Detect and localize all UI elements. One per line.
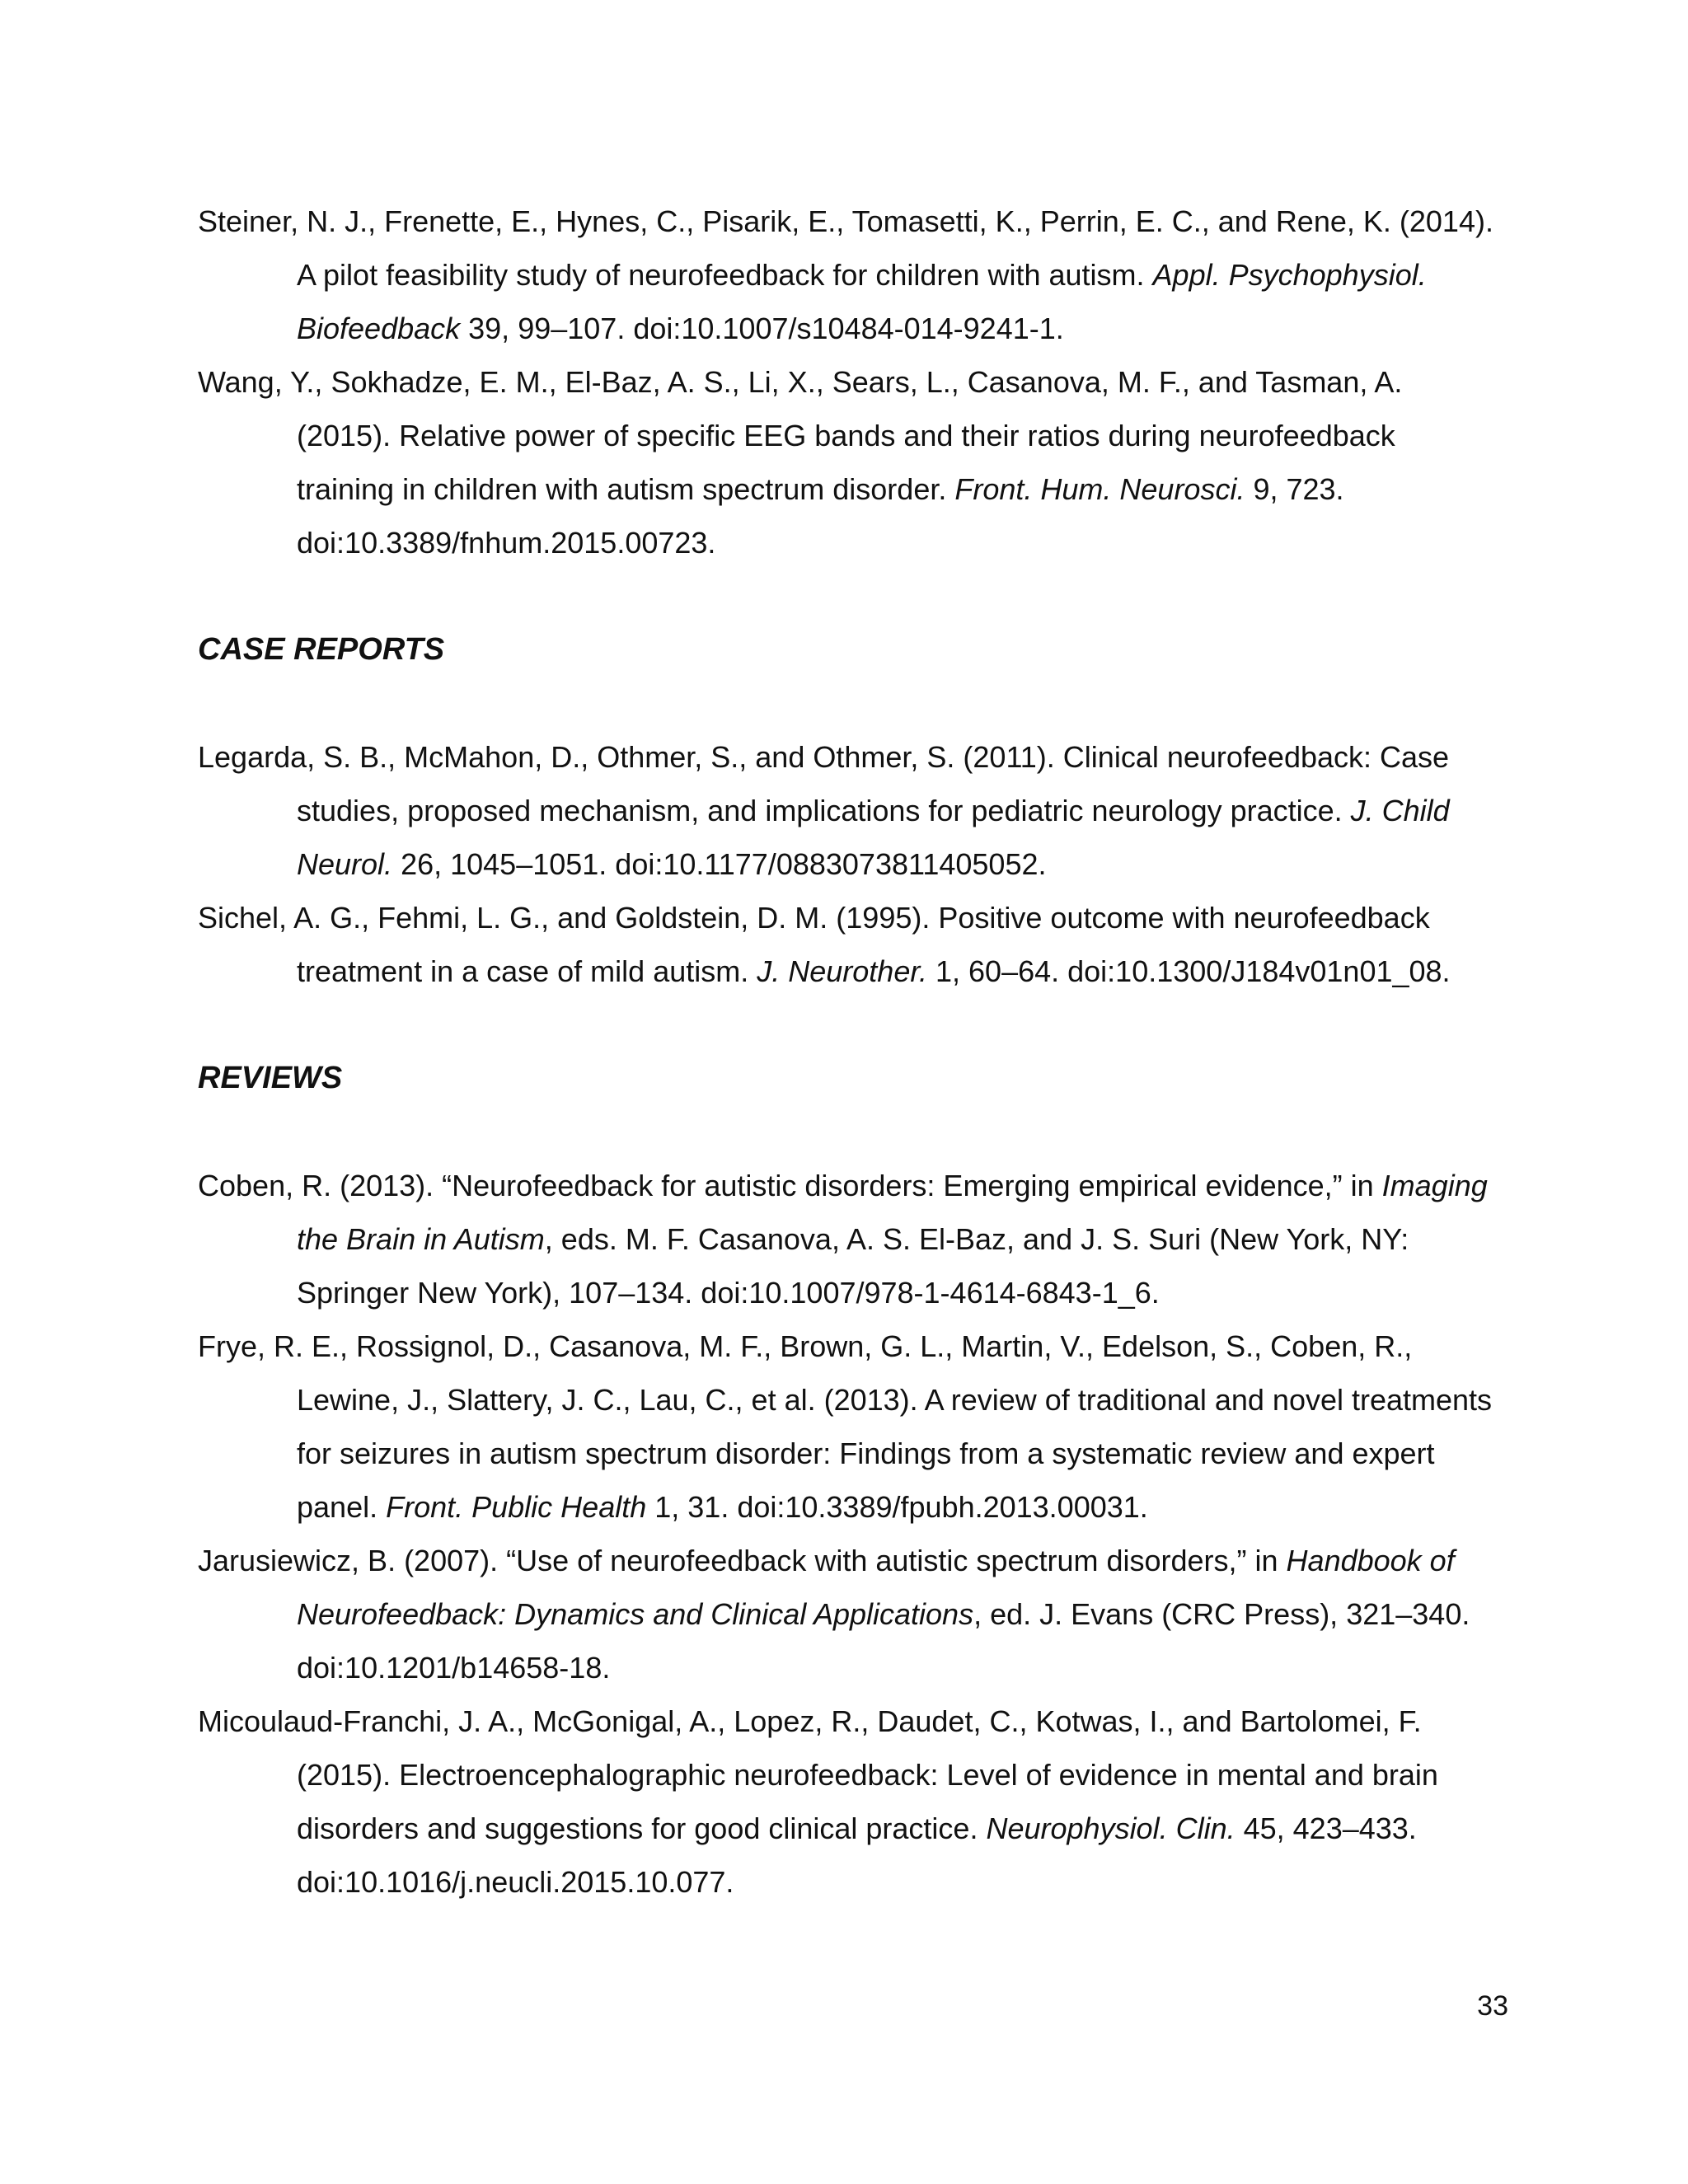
reference-citation: 45, 423–433. doi:10.1016/j.neucli.2015.10.077. — [297, 1811, 1417, 1899]
section-heading-case-reports: CASE REPORTS — [198, 632, 445, 667]
reference-text: Steiner, N. J., Frenette, E., Hynes, C., Pisarik, E., Tomasetti, K., Perrin, E. C., and Rene, K. (2014). A pilot feasibility study of neurofeedback for children with autism. — [198, 204, 1493, 292]
reference-citation: 1, 60–64. doi:10.1300/J184v01n01_08. — [927, 954, 1451, 988]
reference-text: Legarda, S. B., McMahon, D., Othmer, S., and Othmer, S. (2011). Clinical neurofeedback: Case studies, proposed mechanism, and implications for pediatric neurology practice. — [198, 740, 1450, 827]
reference-list — [198, 194, 1500, 1909]
reference-text: Frye, R. E., Rossignol, D., Casanova, M. F., Brown, G. L., Martin, V., Edelson, S., Coben, R., Lewine, J., Slattery, J. C., Lau, C., et al. (2013). A review of traditional and novel treatments for seizures in autism spectrum disorder: Findings from a systematic review and expert panel. — [198, 1329, 1493, 1524]
journal-title: Appl. Psychophysiol. Biofeedback — [297, 258, 1427, 345]
reference-text: Micoulaud-Franchi, J. A., McGonigal, A., Lopez, R., Daudet, C., Kotwas, I., and Bartolomei, F. (2015). Electroencephalographic neurofeedback: Level of evidence in mental and brain disorders and suggestions for good clinical practice. — [198, 1704, 1438, 1845]
reference-text: Jarusiewicz, B. (2007). “Use of neurofeedback with autistic spectrum disorders,” in — [198, 1544, 1287, 1577]
journal-title: Front. Hum. Neurosci. — [954, 472, 1245, 506]
journal-title: Neurophysiol. Clin. — [986, 1811, 1236, 1845]
book-title: Imaging the Brain in Autism — [297, 1169, 1488, 1256]
reference-entry — [198, 1534, 1500, 1694]
reference-citation: , ed. J. Evans (CRC Press), 321–340. doi:10.1201/b14658-18. — [297, 1597, 1470, 1685]
reference-entry — [198, 891, 1500, 998]
reference-entry — [198, 1159, 1500, 1319]
reference-citation: 9, 723. doi:10.3389/fnhum.2015.00723. — [297, 472, 1344, 560]
reference-text: Sichel, A. G., Fehmi, L. G., and Goldstein, D. M. (1995). Positive outcome with neurofeedback treatment in a case of mild autism. — [198, 901, 1430, 988]
reference-citation: , eds. M. F. Casanova, A. S. El-Baz, and J. S. Suri (New York, NY: Springer New York), 107–134. doi:10.1007/978-1-4614-6843-1_6. — [297, 1222, 1409, 1310]
section-heading-reviews: REVIEWS — [198, 1061, 343, 1095]
reference-text: Wang, Y., Sokhadze, E. M., El-Baz, A. S., Li, X., Sears, L., Casanova, M. F., and Tasman, A. (2015). Relative power of specific EEG bands and their ratios during neurofeedback training in children with autism spectrum disorder. — [198, 365, 1403, 506]
reference-citation: 39, 99–107. doi:10.1007/s10484-014-9241-1. — [460, 312, 1064, 345]
reference-entry — [198, 1694, 1500, 1909]
reference-citation: 26, 1045–1051. doi:10.1177/0883073811405052. — [392, 847, 1047, 881]
journal-title: J. Neurother. — [757, 954, 927, 988]
reference-text: Coben, R. (2013). “Neurofeedback for autistic disorders: Emerging empirical evidence,” in — [198, 1169, 1382, 1202]
reference-entry — [198, 730, 1500, 891]
journal-title: Front. Public Health — [386, 1490, 647, 1524]
journal-title: J. Child Neurol. — [297, 794, 1450, 881]
reference-citation: 1, 31. doi:10.3389/fpubh.2013.00031. — [646, 1490, 1148, 1524]
reference-entry — [198, 1319, 1500, 1534]
book-title: Handbook of Neurofeedback: Dynamics and Clinical Applications — [297, 1544, 1455, 1631]
reference-entry — [198, 355, 1500, 569]
page-number: 33 — [1477, 1990, 1508, 2022]
reference-entry — [198, 194, 1500, 355]
